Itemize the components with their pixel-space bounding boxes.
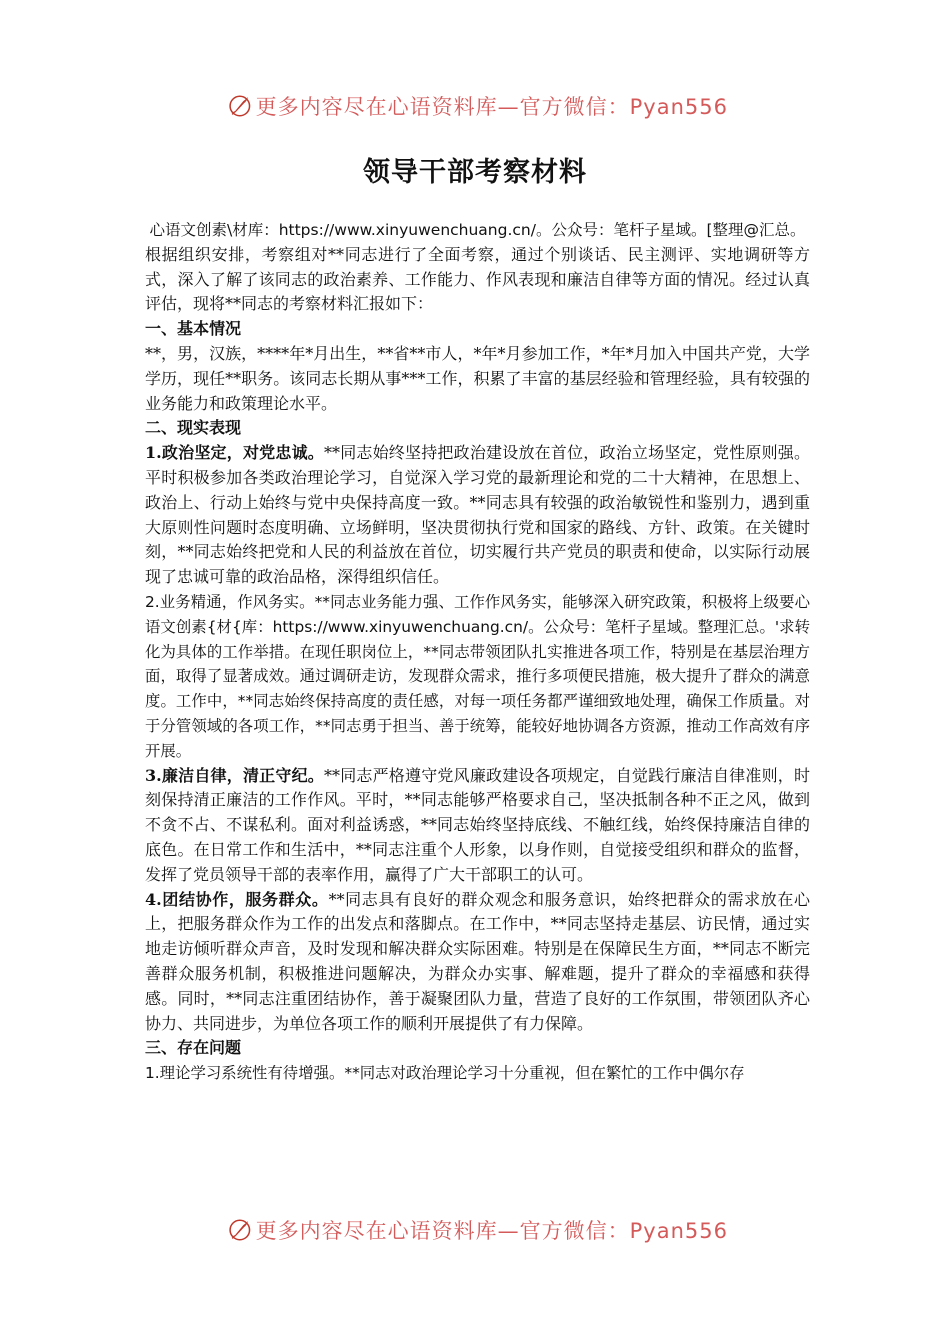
- quill-pen-icon: [228, 1213, 252, 1247]
- watermark-text: 更多内容尽在心语资料库—官方微信：Pyan556: [255, 95, 728, 119]
- paragraph-lead: 3.廉洁自律，清正守纪。: [145, 765, 324, 785]
- paragraph-text: **同志具有良好的群众观念和服务意识，始终把群众的需求放在心上，把服务群众作为工作的出发点和落脚点。在工作中，**同志坚持走基层、访民情，通过实地走访倾听群众声音，及时发现和解决群众实际困难。特别是在保障民生方面，**同志不断完善群众服务机制，积极推进问题解决，为群众办实事、解难题，提升了群众的幸福感和获得感。同时，**同志注重团结协作，善于凝聚团队力量，营造了良好的工作氛围，带领团队齐心协力、共同进步，为单位各项工作的顺利开展提供了有力保障。: [145, 889, 810, 1033]
- document-body: [145, 218, 810, 1086]
- paragraph-lead: 4.团结协作，服务群众。: [145, 889, 329, 909]
- intro-paragraph: 根据组织安排，考察组对**同志进行了全面考察，通过个别谈话、民主测评、实地调研等方式，深入了解了该同志的政治素养、工作能力、作风表现和廉洁自律等方面的情况。经过认真评估，现将**同志的考察材料汇报如下：: [145, 244, 810, 314]
- document-title: 领导干部考察材料: [363, 157, 587, 188]
- performance-paragraph-3: [145, 764, 810, 888]
- paragraph-lead: 1.政治坚定，对党忠诚。: [145, 443, 324, 463]
- performance-paragraph-4: [145, 888, 810, 1037]
- performance-paragraph-1: [145, 441, 810, 590]
- watermark-text: 更多内容尽在心语资料库—官方微信：Pyan556: [255, 1219, 728, 1243]
- bottom-watermark-banner: [228, 1210, 728, 1250]
- paragraph-text: **同志始终坚持把政治建设放在首位，政治立场坚定，党性原则强。平时积极参加各类政治理论学习，自觉深入学习党的最新理论和党的二十大精神，在思想上、政治上、行动上始终与党中央保持高度一致。**同志具有较强的政治敏锐性和鉴别力，遇到重大原则性问题时态度明确、立场鲜明，坚决贯彻执行党和国家的路线、方针、政策。在关键时刻，**同志始终把党和人民的利益放在首位，切实履行共产党员的职责和使命，以实际行动展现了忠诚可靠的政治品格，深得组织信任。: [145, 443, 810, 587]
- top-watermark-banner: [228, 86, 728, 126]
- performance-paragraph-2: 2.业务精通，作风务实。**同志业务能力强、工作作风务实，能够深入研究政策，积极将上级要心语文创素{材{库：https://www.xinyuwenchuang.cn/。公众号：笔杆子星域。整理汇总。'求转化为具体的工作举措。在现任职岗位上，**同志带领团队扎实推进各项工作，特别是在基层治理方面，取得了显著成效。通过调研走访，发现群众需求，推行多项便民措施，极大提升了群众的满意度。工作中，**同志始终保持高度的责任感，对每一项任务都严谨细致地处理，确保工作质量。对于分管领域的各项工作，**同志勇于担当、善于统筹，能较好地协调各方资源，推动工作高效有序开展。: [145, 592, 810, 760]
- quill-pen-icon: [228, 89, 252, 123]
- source-line: 心语文创素\材库：https://www.xinyuwenchuang.cn/。公众号：笔杆子星域。[整理@汇总。: [149, 221, 806, 239]
- section-heading-performance: 二、现实表现: [145, 418, 242, 438]
- paragraph-text: **同志严格遵守党风廉政建设各项规定，自觉践行廉洁自律准则，时刻保持清正廉洁的工作作风。平时，**同志能够严格要求自己，坚决抵制各种不正之风，做到不贪不占、不谋私利。面对利益诱惑，**同志始终坚持底线、不触红线，始终保持廉洁自律的底色。在日常工作和生活中，**同志注重个人形象，以身作则，自觉接受组织和群众的监督，发挥了党员领导干部的表率作用，赢得了广大干部职工的认可。: [145, 765, 810, 884]
- section-heading-basic: 一、基本情况: [145, 319, 242, 339]
- basic-info-paragraph: **，男，汉族，****年*月出生，**省**市人，*年*月参加工作，*年*月加入中国共产党，大学学历，现任**职务。该同志长期从事***工作，积累了丰富的基层经验和管理经验，具有较强的业务能力和政策理论水平。: [145, 343, 810, 413]
- problems-paragraph-1: 1.理论学习系统性有待增强。**同志对政治理论学习十分重视，但在繁忙的工作中偶尔存: [145, 1064, 745, 1083]
- section-heading-problems: 三、存在问题: [145, 1038, 242, 1058]
